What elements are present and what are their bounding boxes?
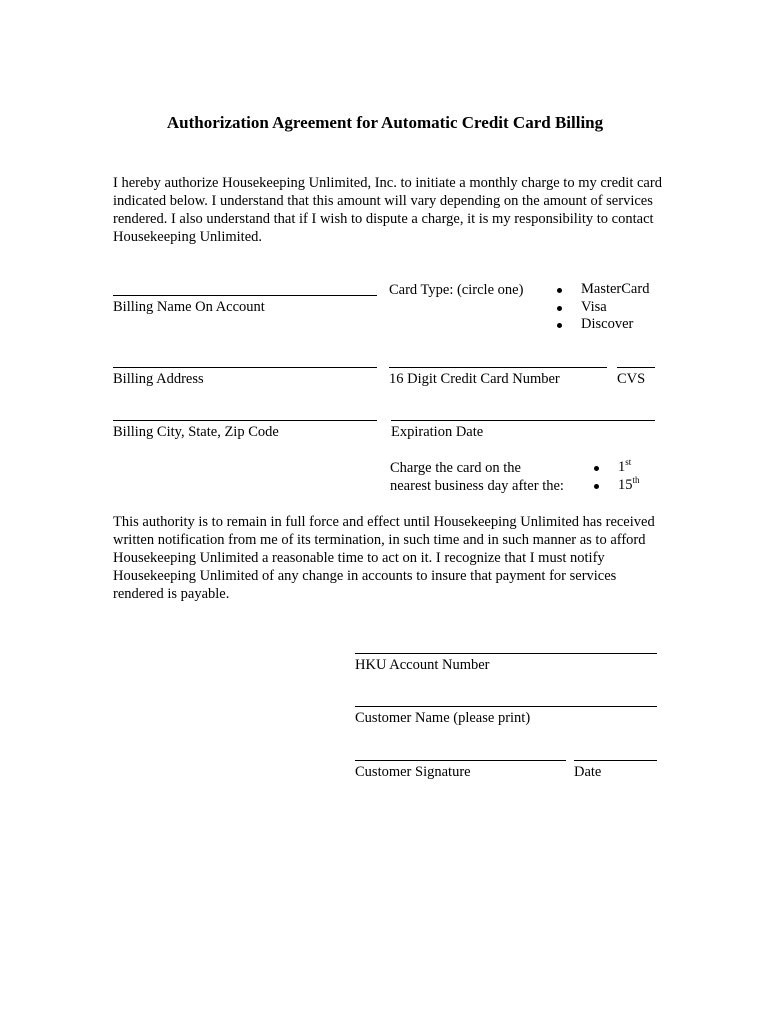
- billing-address-line[interactable]: [113, 367, 377, 368]
- billing-city-line[interactable]: [113, 420, 377, 421]
- authority-paragraph: This authority is to remain in full force and effect until Housekeeping Unlimited has received written notification from me of its termination, in such time and in such manner as to afford Housekeeping Unlimited a reasonable time to act on it. I recognize that I must notify Housekeeping Unlimited of any change in accounts to insure that payment for services rendered is payable.: [113, 514, 655, 602]
- card-number-label: 16 Digit Credit Card Number: [389, 371, 560, 387]
- expiration-label: Expiration Date: [391, 424, 484, 440]
- card-type-options: [557, 281, 649, 334]
- card-option-visa[interactable]: Visa: [557, 299, 649, 317]
- charge-day-label-2: nearest business day after the:: [390, 478, 564, 494]
- signature-line[interactable]: [355, 760, 566, 761]
- date-label: Date: [574, 764, 602, 780]
- cvs-line[interactable]: [617, 367, 655, 368]
- billing-city-label: Billing City, State, Zip Code: [113, 424, 279, 440]
- cvs-label: CVS: [617, 371, 646, 387]
- card-option-discover[interactable]: Discover: [557, 316, 649, 334]
- billing-address-label: Billing Address: [113, 371, 204, 387]
- document-title: Authorization Agreement for Automatic Credit Card Billing: [166, 113, 604, 132]
- account-number-line[interactable]: [355, 653, 657, 654]
- customer-name-label: Customer Name (please print): [355, 710, 531, 726]
- billing-name-line[interactable]: [113, 295, 377, 296]
- date-line[interactable]: [574, 760, 657, 761]
- billing-name-label: Billing Name On Account: [113, 299, 265, 315]
- charge-day-options: [594, 459, 640, 494]
- customer-name-line[interactable]: [355, 706, 657, 707]
- card-type-label: Card Type: (circle one): [389, 282, 524, 298]
- expiration-line[interactable]: [391, 420, 655, 421]
- charge-day-option-15th[interactable]: 15th: [594, 477, 640, 495]
- charge-day-label-1: Charge the card on the: [390, 460, 521, 476]
- charge-day-option-1st[interactable]: 1st: [594, 459, 640, 477]
- intro-paragraph: I hereby authorize Housekeeping Unlimited, Inc. to initiate a monthly charge to my credit card indicated below. I understand that this amount will vary depending on the amount of services rendered. I also understand that if I wish to dispute a charge, it is my responsibility to contact Housekeeping Unlimited.: [113, 175, 662, 245]
- card-option-mastercard[interactable]: MasterCard: [557, 281, 649, 299]
- signature-label: Customer Signature: [355, 764, 471, 780]
- card-number-line[interactable]: [389, 367, 607, 368]
- account-number-label: HKU Account Number: [355, 657, 490, 673]
